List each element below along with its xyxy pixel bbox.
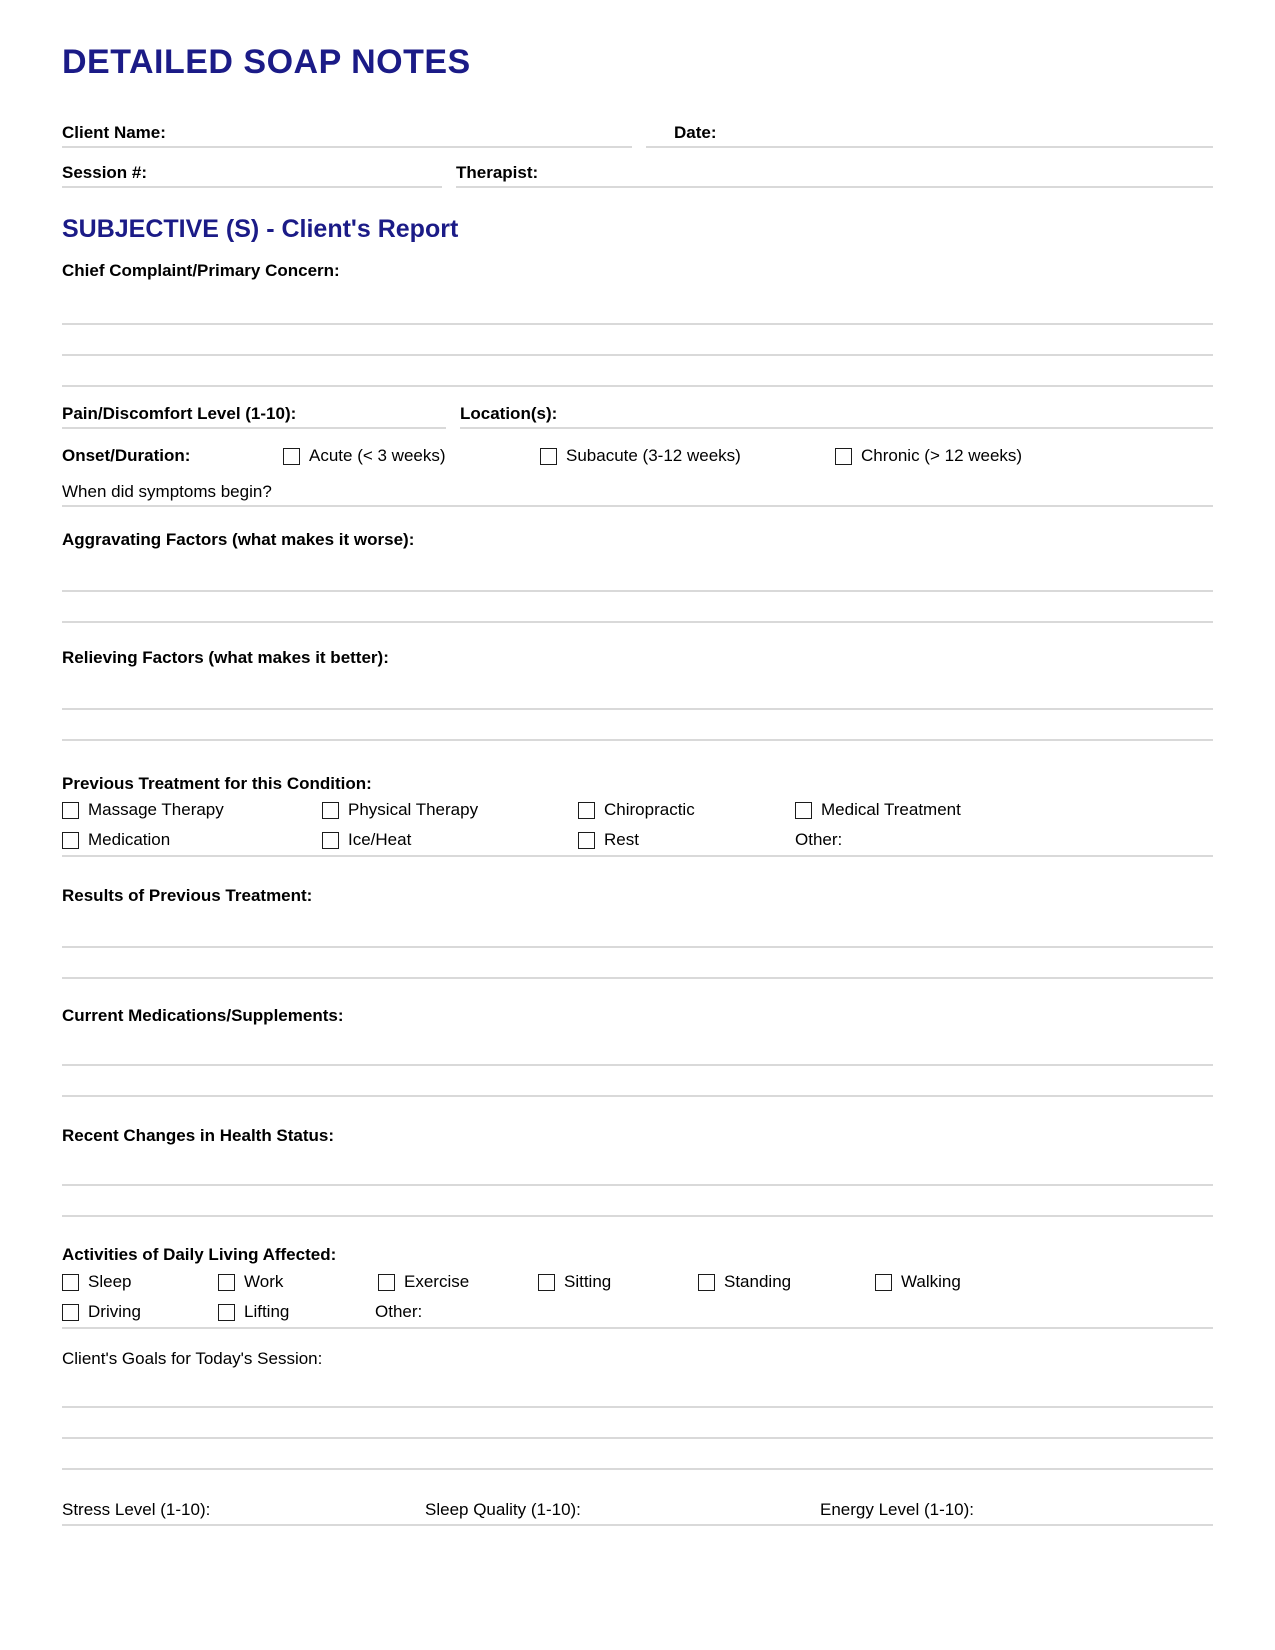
goals-label: Client's Goals for Today's Session: [62,1349,323,1368]
ice-heat-checkbox[interactable] [322,832,339,849]
option-standing [698,1272,875,1292]
option-label: Medical Treatment [821,800,961,819]
chief-complaint-lines [62,294,1213,387]
input-line[interactable] [62,1155,1213,1186]
chiropractic-checkbox[interactable] [578,802,595,819]
acute-checkbox[interactable] [283,448,300,465]
onset-option-label: Chronic (> 12 weeks) [861,446,1023,465]
option-lifting [218,1302,375,1322]
option-label: Driving [88,1302,141,1321]
option-walking [875,1272,1213,1292]
date-label: Date: [674,123,717,142]
option-driving [62,1302,218,1322]
option-label: Exercise [404,1272,470,1291]
therapist-field[interactable] [456,160,1213,188]
date-field[interactable] [646,120,1213,148]
option-label: Standing [724,1272,792,1291]
results-lines [62,917,1213,979]
option-rest [578,830,795,850]
sitting-checkbox[interactable] [538,1274,555,1291]
health-changes-lines [62,1155,1213,1217]
adl-row1 [62,1267,1213,1297]
onset-option-label: Acute (< 3 weeks) [309,446,446,465]
walking-checkbox[interactable] [875,1274,892,1291]
option-label: Sleep [88,1272,132,1291]
driving-checkbox[interactable] [62,1304,79,1321]
subjective-heading: SUBJECTIVE (S) - Client's Report [62,215,459,243]
medical-treatment-checkbox[interactable] [795,802,812,819]
standing-checkbox[interactable] [698,1274,715,1291]
sleep-quality-field[interactable]: Sleep Quality (1-10): [425,1500,581,1519]
input-line[interactable] [62,1186,1213,1217]
medication-checkbox[interactable] [62,832,79,849]
onset-option-chronic [835,446,1213,466]
option-label: Work [244,1272,284,1291]
onset-duration-row [62,443,1213,469]
energy-level-field[interactable]: Energy Level (1-10): [820,1500,975,1519]
input-line[interactable] [62,1408,1213,1439]
previous-treatment-row1 [62,795,1213,825]
client-name-field[interactable] [62,120,632,148]
health-changes-label: Recent Changes in Health Status: [62,1126,335,1145]
page-title: DETAILED SOAP NOTES [62,43,471,81]
previous-treatment-label: Previous Treatment for this Condition: [62,774,372,793]
option-massage-therapy [62,800,322,820]
option-label: Medication [88,830,171,849]
input-line[interactable] [62,592,1213,623]
option-label: Walking [901,1272,961,1291]
option-work [218,1272,378,1292]
results-label: Results of Previous Treatment: [62,886,313,905]
input-line[interactable] [62,294,1213,325]
option-label: Lifting [244,1302,290,1321]
other-label: Other: [375,1302,423,1321]
input-line[interactable] [62,1035,1213,1066]
input-line[interactable] [62,1066,1213,1097]
treatment-other-field[interactable] [795,830,1213,850]
option-label: Rest [604,830,639,849]
session-field[interactable] [62,160,442,188]
relieving-label: Relieving Factors (what makes it better): [62,648,389,667]
location-label: Location(s): [460,404,558,423]
aggravating-lines [62,561,1213,623]
exercise-checkbox[interactable] [378,1274,395,1291]
pain-level-field[interactable] [62,403,446,429]
onset-option-label: Subacute (3-12 weeks) [566,446,741,465]
option-chiropractic [578,800,795,820]
subacute-checkbox[interactable] [540,448,557,465]
option-physical-therapy [322,800,578,820]
goals-lines [62,1377,1213,1470]
option-label: Massage Therapy [88,800,224,819]
option-medication [62,830,322,850]
input-line[interactable] [62,1439,1213,1470]
therapist-label: Therapist: [456,163,539,182]
option-label: Physical Therapy [348,800,479,819]
input-line[interactable] [62,325,1213,356]
option-ice-heat [322,830,578,850]
input-line[interactable] [62,561,1213,592]
levels-row [62,1496,1213,1526]
onset-option-subacute [540,446,835,466]
massage-therapy-checkbox[interactable] [62,802,79,819]
option-sleep [62,1272,218,1292]
input-line[interactable] [62,1377,1213,1408]
input-line[interactable] [62,948,1213,979]
option-exercise [378,1272,538,1292]
lifting-checkbox[interactable] [218,1304,235,1321]
symptoms-begin-field[interactable] [62,477,1213,507]
adl-label: Activities of Daily Living Affected: [62,1245,337,1264]
input-line[interactable] [62,679,1213,710]
client-date-row [62,120,1213,148]
symptoms-begin-label: When did symptoms begin? [62,482,272,501]
onset-option-acute [283,446,540,466]
option-label: Sitting [564,1272,612,1291]
relieving-lines [62,679,1213,741]
physical-therapy-checkbox[interactable] [322,802,339,819]
option-medical-treatment [795,800,1213,820]
onset-label: Onset/Duration: [62,446,191,465]
aggravating-label: Aggravating Factors (what makes it worse): [62,530,415,549]
option-label: Chiropractic [604,800,695,819]
location-field[interactable] [460,403,1213,429]
chief-complaint-label: Chief Complaint/Primary Concern: [62,261,340,280]
stress-level-field[interactable]: Stress Level (1-10): [62,1500,211,1519]
input-line[interactable] [62,710,1213,741]
medications-label: Current Medications/Supplements: [62,1006,344,1025]
adl-row2 [62,1297,1213,1329]
input-line[interactable] [62,917,1213,948]
chronic-checkbox[interactable] [835,448,852,465]
option-sitting [538,1272,698,1292]
medications-lines [62,1035,1213,1097]
work-checkbox[interactable] [218,1274,235,1291]
sleep-checkbox[interactable] [62,1274,79,1291]
input-line[interactable] [62,356,1213,387]
pain-level-label: Pain/Discomfort Level (1-10): [62,404,297,423]
other-label: Other: [795,830,843,849]
session-therapist-row [62,160,1213,188]
pain-location-row [62,403,1213,429]
adl-other-field[interactable] [375,1302,1213,1322]
option-label: Ice/Heat [348,830,412,849]
client-name-label: Client Name: [62,123,166,142]
previous-treatment-row2 [62,825,1213,857]
session-label: Session #: [62,163,148,182]
rest-checkbox[interactable] [578,832,595,849]
